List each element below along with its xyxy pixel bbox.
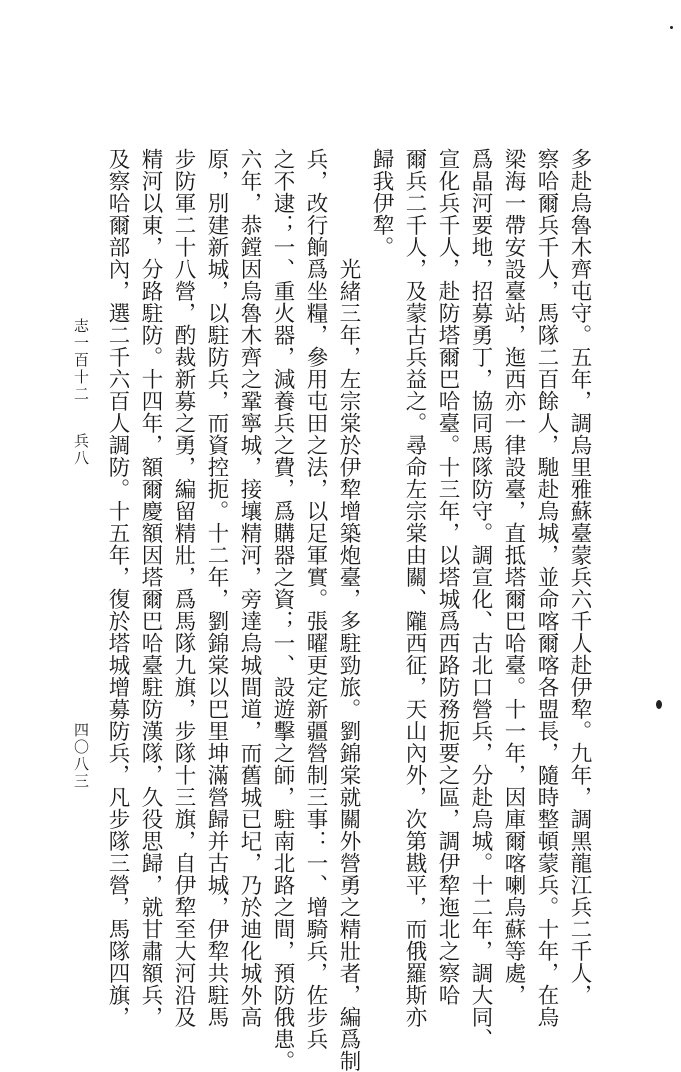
text-column: 及察哈爾部內，選二千六百人調防。十五年，復於塔城增募防兵，凡步隊三營，馬隊四旗， (105, 148, 130, 1028)
text-column: 察哈爾兵千人，馬隊二百餘人，馳赴烏城，並命喀爾喀各盟長，隨時整頓蒙兵。十年，在烏 (534, 148, 559, 1028)
text-column: 之不逮；一、重火器，減養兵之費，爲購器之資；一、設遊擊之師，駐南北路之間，預防俄患。 (270, 148, 295, 1072)
ink-spot (670, 26, 673, 29)
ink-spot (656, 700, 662, 709)
text-column: 精河以東，分路駐防。十四年，額爾慶額因塔爾巴哈臺駐防漢隊，久役思歸，就甘肅額兵， (138, 148, 163, 1028)
text-column: 宣化兵千人，赴防塔爾巴哈臺。十三年，以塔城爲西路防務扼要之區，調伊犂迤北之察哈 (435, 148, 460, 1006)
running-head-section: 志一百十二 (72, 318, 90, 403)
text-column: 光緒三年，左宗棠於伊犂增築炮臺，多駐勁旅。劉錦棠就關外營勇之精壯者，編爲制 (336, 258, 361, 1072)
text-column: 六年，恭鏜因烏魯木齊之鞏寧城，接壤精河，旁達烏城間道，而舊城已圮，乃於迪化城外高 (237, 148, 262, 1028)
text-column: 多赴烏魯木齊屯守。五年，調烏里雅蘇臺蒙兵六千人赴伊犂。九年，調黑龍江兵二千人， (567, 148, 592, 1006)
text-column: 原，別建新城，以駐防兵，而資控扼。十二年，劉錦棠以巴里坤滿營歸并古城，伊犂共駐馬 (204, 148, 229, 1028)
text-column: 兵，改行餉爲坐糧，參用屯田之法，以足軍實。張曜更定新疆營制三事：一、增騎兵，佐步兵 (303, 148, 328, 1050)
running-head (72, 318, 92, 467)
text-column: 歸我伊犂。 (369, 148, 394, 258)
page-number: 四〇八三 (72, 722, 90, 790)
text-column: 步防軍二十八營，酌裁新募之勇，編留精壯，爲馬隊九旗，步隊十三旗，自伊犂至大河沿及 (171, 148, 196, 1028)
text-column: 爲晶河要地，招募勇丁，協同馬隊防守。調宣化、古北口營兵，分赴烏城。十二年，調大同、 (468, 148, 493, 1050)
text-column: 梁海一帶安設臺站，迤西亦一律設臺，直抵塔爾巴哈臺。十一年，因庫爾喀喇烏蘇等處， (501, 148, 526, 1006)
running-head-volume: 兵八 (72, 433, 90, 467)
text-column: 爾兵二千人，及蒙古兵益之。尋命左宗棠由關、隴西征，天山內外，次第戡平，而俄羅斯亦 (402, 148, 427, 1028)
